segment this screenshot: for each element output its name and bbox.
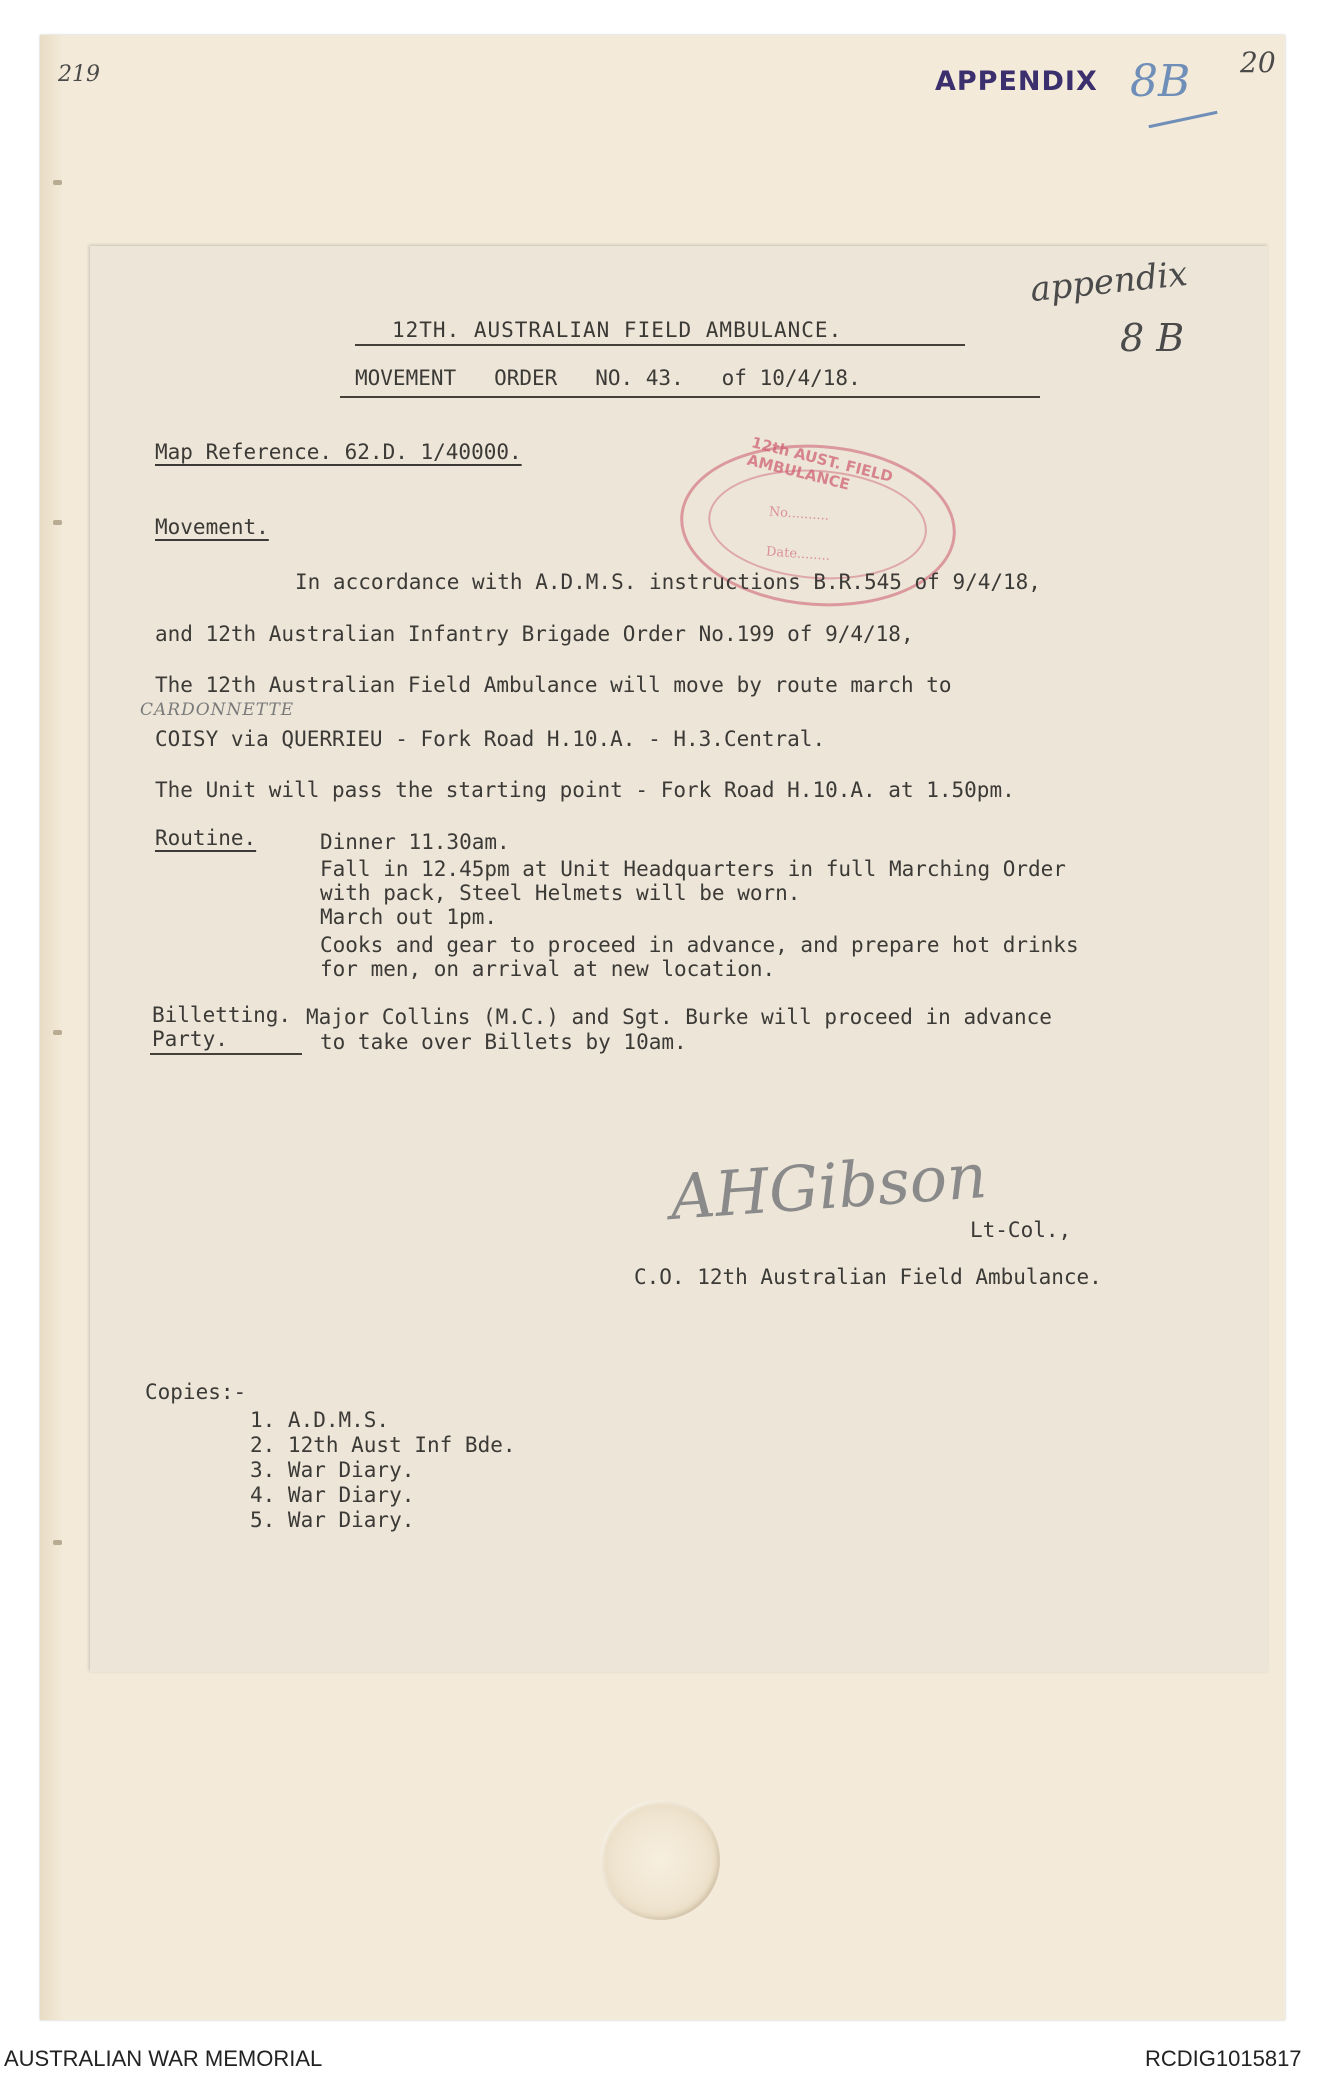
embossed-seal [600, 1800, 720, 1920]
title-underline [355, 344, 965, 346]
billetting-line: to take over Billets by 10am. [320, 1030, 687, 1054]
copies-heading: Copies:- [145, 1380, 247, 1404]
signatory-rank: Lt-Col., [970, 1218, 1072, 1242]
stamp-date-field: Date........ [765, 544, 831, 564]
commanding-officer-signature: AHGibson [667, 1139, 990, 1234]
routine-line: Cooks and gear to proceed in advance, and prepare hot drinks [320, 933, 1079, 957]
routine-heading: Routine. [155, 826, 257, 850]
routine-line: Fall in 12.45pm at Unit Headquarters in full Marching Order [320, 857, 1066, 881]
billetting-underline [150, 1053, 302, 1055]
order-title: MOVEMENT ORDER NO. 43. of 10/4/18. [355, 366, 861, 390]
stamp-unit-name: 12th AUST. FIELD AMBULANCE [745, 433, 895, 494]
page-number-left: 219 [58, 62, 100, 87]
billetting-line: Major Collins (M.C.) and Sgt. Burke will proceed in advance [306, 1005, 1052, 1029]
movement-line: In accordance with A.D.M.S. instructions B.R.545 of 9/4/18, [295, 570, 1041, 594]
footer-archive-name: AUSTRALIAN WAR MEMORIAL [4, 2046, 323, 2071]
binding-edge [40, 35, 64, 2020]
billetting-heading: Billetting. [152, 1003, 292, 1027]
binding-hole [53, 180, 62, 185]
unit-title: 12TH. AUSTRALIAN FIELD AMBULANCE. [392, 318, 843, 342]
copies-item: 1. A.D.M.S. [250, 1408, 390, 1432]
binding-hole [53, 520, 62, 525]
binding-hole [53, 1540, 62, 1545]
copies-item: 3. War Diary. [250, 1458, 415, 1482]
appendix-stamp: APPENDIX [935, 66, 1098, 97]
appendix-handwritten-note: appendix [1028, 253, 1190, 311]
order-title-underline [340, 396, 1040, 398]
place-correction-note: CARDONNETTE [140, 700, 295, 720]
binding-hole [53, 1030, 62, 1035]
movement-heading: Movement. [155, 515, 269, 539]
movement-line: The Unit will pass the starting point - Fork Road H.10.A. at 1.50pm. [155, 778, 1015, 802]
copies-item: 2. 12th Aust Inf Bde. [250, 1433, 516, 1457]
page-number-top: 20 [1240, 46, 1276, 79]
appendix-pencil-note: 8B [1130, 56, 1191, 107]
map-reference: Map Reference. 62.D. 1/40000. [155, 440, 522, 464]
billetting-heading-party: Party. [152, 1027, 228, 1051]
routine-line: with pack, Steel Helmets will be worn. [320, 881, 801, 905]
copies-item: 4. War Diary. [250, 1483, 415, 1507]
movement-line: COISY via QUERRIEU - Fork Road H.10.A. - H.3.Central. [155, 727, 826, 751]
stamp-no-field: No.......... [768, 504, 830, 524]
copies-item: 5. War Diary. [250, 1508, 415, 1532]
movement-line: The 12th Australian Field Ambulance will move by route march to [155, 673, 952, 697]
routine-line: for men, on arrival at new location. [320, 957, 776, 981]
appendix-handwritten-ref: 8 B [1120, 316, 1185, 360]
movement-line: and 12th Australian Infantry Brigade Order No.199 of 9/4/18, [155, 622, 914, 646]
signatory-title: C.O. 12th Australian Field Ambulance. [634, 1265, 1102, 1289]
footer-record-id: RCDIG1015817 [1145, 2046, 1302, 2071]
routine-line: Dinner 11.30am. [320, 830, 510, 854]
routine-line: March out 1pm. [320, 905, 498, 929]
